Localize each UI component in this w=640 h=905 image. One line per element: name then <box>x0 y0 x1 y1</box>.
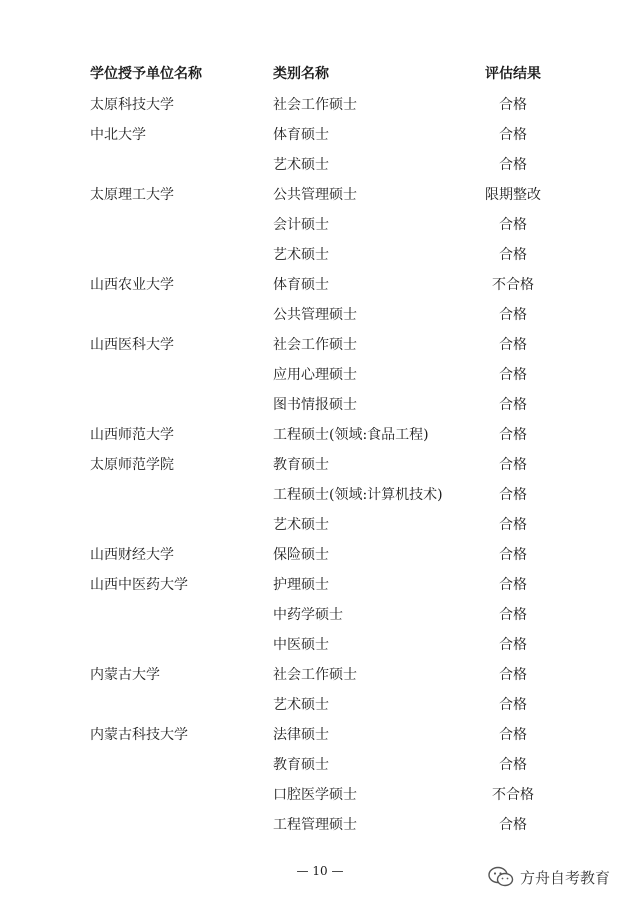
cell-result: 合格 <box>499 367 527 383</box>
table-row <box>0 810 640 840</box>
table-row <box>0 480 640 510</box>
cell-category: 教育硕士 <box>273 757 329 773</box>
cell-result: 合格 <box>499 247 527 263</box>
table-row <box>0 150 640 180</box>
header-unit: 学位授予单位名称 <box>90 66 202 82</box>
table-row <box>0 630 640 660</box>
cell-result: 合格 <box>499 397 527 413</box>
cell-category: 公共管理硕士 <box>273 307 357 323</box>
cell-result: 合格 <box>499 757 527 773</box>
cell-unit: 中北大学 <box>90 127 146 143</box>
cell-result: 不合格 <box>492 787 534 803</box>
table-body <box>0 90 640 840</box>
cell-unit: 山西师范大学 <box>90 427 174 443</box>
cell-category: 艺术硕士 <box>273 697 329 713</box>
cell-result: 合格 <box>499 337 527 353</box>
cell-category: 社会工作硕士 <box>273 97 357 113</box>
cell-result: 合格 <box>499 307 527 323</box>
cell-category: 护理硕士 <box>273 577 329 593</box>
wechat-icon <box>488 866 514 888</box>
table-row <box>0 330 640 360</box>
cell-category: 工程硕士(领域:计算机技术) <box>273 487 443 503</box>
table-row <box>0 600 640 630</box>
table-row <box>0 750 640 780</box>
cell-category: 社会工作硕士 <box>273 667 357 683</box>
table-row <box>0 180 640 210</box>
header-result: 评估结果 <box>485 66 541 82</box>
cell-result: 合格 <box>499 817 527 833</box>
table-row <box>0 510 640 540</box>
table-row <box>0 210 640 240</box>
cell-result: 合格 <box>499 457 527 473</box>
cell-category: 口腔医学硕士 <box>273 787 357 803</box>
table-header <box>0 60 640 88</box>
cell-category: 工程硕士(领域:食品工程) <box>273 427 429 443</box>
cell-unit: 山西财经大学 <box>90 547 174 563</box>
watermark <box>488 864 610 890</box>
cell-category: 中医硕士 <box>273 637 329 653</box>
cell-category: 工程管理硕士 <box>273 817 357 833</box>
page-number: — 10 — <box>296 864 344 878</box>
cell-category: 艺术硕士 <box>273 157 329 173</box>
cell-result: 合格 <box>499 517 527 533</box>
cell-result: 合格 <box>499 637 527 653</box>
cell-category: 体育硕士 <box>273 277 329 293</box>
cell-category: 中药学硕士 <box>273 607 343 623</box>
cell-result: 合格 <box>499 727 527 743</box>
table-row <box>0 360 640 390</box>
table-row <box>0 540 640 570</box>
cell-unit: 山西医科大学 <box>90 337 174 353</box>
cell-result: 合格 <box>499 697 527 713</box>
cell-category: 公共管理硕士 <box>273 187 357 203</box>
table-row <box>0 570 640 600</box>
cell-result: 不合格 <box>492 277 534 293</box>
table-row <box>0 690 640 720</box>
table-row <box>0 420 640 450</box>
cell-result: 限期整改 <box>485 187 541 203</box>
cell-category: 会计硕士 <box>273 217 329 233</box>
cell-result: 合格 <box>499 607 527 623</box>
cell-unit: 内蒙古科技大学 <box>90 727 188 743</box>
cell-category: 体育硕士 <box>273 127 329 143</box>
cell-result: 合格 <box>499 127 527 143</box>
cell-category: 艺术硕士 <box>273 247 329 263</box>
cell-category: 图书情报硕士 <box>273 397 357 413</box>
cell-unit: 太原师范学院 <box>90 457 174 473</box>
table-row <box>0 720 640 750</box>
cell-category: 社会工作硕士 <box>273 337 357 353</box>
cell-unit: 内蒙古大学 <box>90 667 160 683</box>
table-row <box>0 450 640 480</box>
cell-unit: 太原科技大学 <box>90 97 174 113</box>
table-row <box>0 300 640 330</box>
cell-category: 艺术硕士 <box>273 517 329 533</box>
cell-result: 合格 <box>499 547 527 563</box>
table-row <box>0 90 640 120</box>
cell-result: 合格 <box>499 487 527 503</box>
table-row <box>0 270 640 300</box>
table-row <box>0 780 640 810</box>
watermark-text: 方舟自考教育 <box>520 868 611 887</box>
cell-category: 法律硕士 <box>273 727 329 743</box>
cell-result: 合格 <box>499 667 527 683</box>
cell-result: 合格 <box>499 217 527 233</box>
table-row <box>0 240 640 270</box>
table-row <box>0 660 640 690</box>
table-row <box>0 120 640 150</box>
cell-category: 应用心理硕士 <box>273 367 357 383</box>
cell-unit: 山西中医药大学 <box>90 577 188 593</box>
cell-result: 合格 <box>499 157 527 173</box>
table-row <box>0 390 640 420</box>
cell-result: 合格 <box>499 97 527 113</box>
header-category: 类别名称 <box>273 66 329 82</box>
cell-unit: 山西农业大学 <box>90 277 174 293</box>
cell-unit: 太原理工大学 <box>90 187 174 203</box>
cell-category: 教育硕士 <box>273 457 329 473</box>
cell-result: 合格 <box>499 427 527 443</box>
cell-category: 保险硕士 <box>273 547 329 563</box>
cell-result: 合格 <box>499 577 527 593</box>
